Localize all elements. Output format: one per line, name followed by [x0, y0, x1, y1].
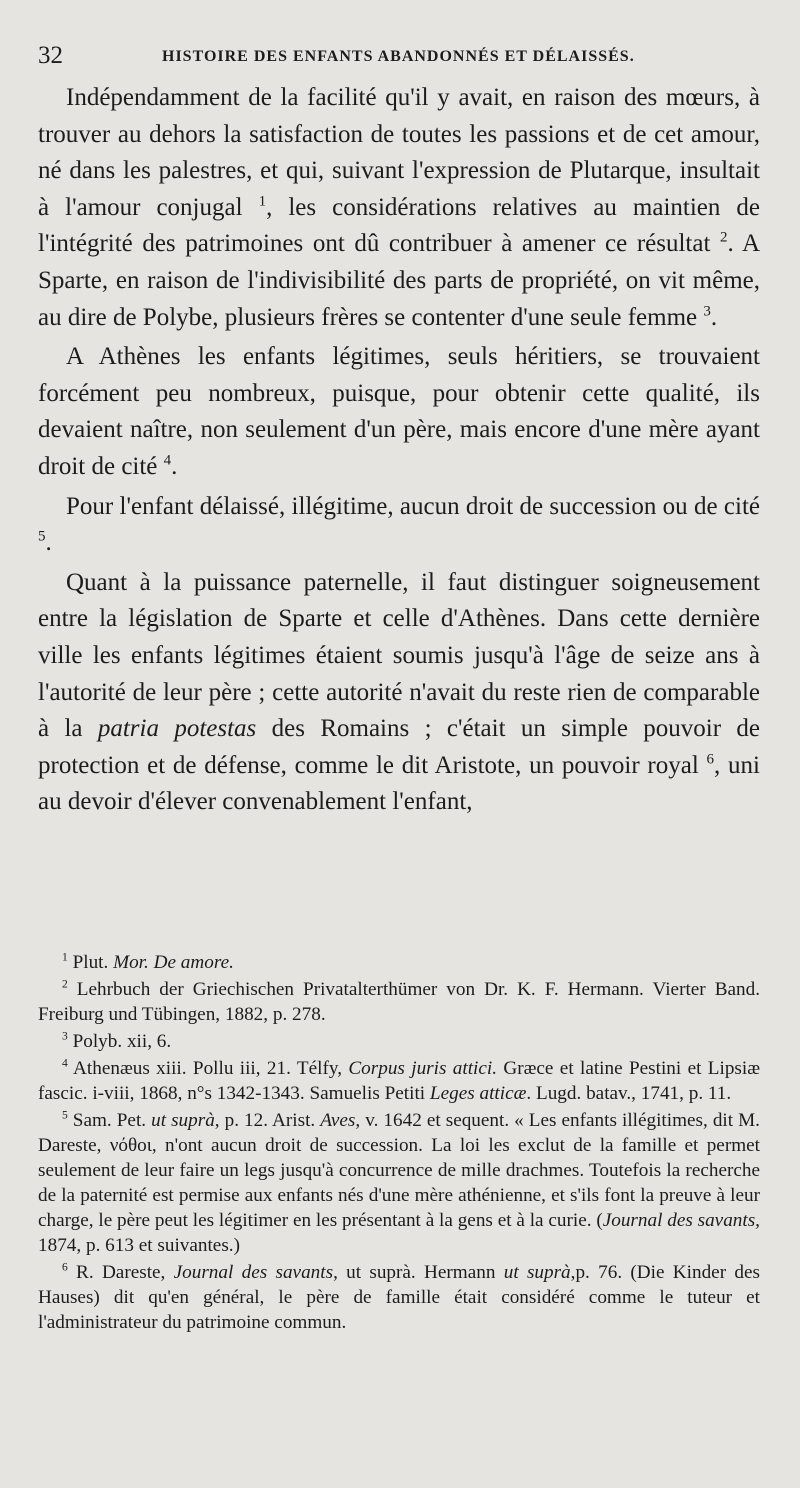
paragraph — [38, 339, 760, 485]
italic-text: Aves — [320, 1110, 356, 1131]
text-run: . — [45, 529, 52, 557]
note-ref: 6 — [706, 751, 715, 768]
text-run: Plut. — [67, 952, 114, 973]
footnote — [38, 950, 760, 975]
italic-text: Leges atticæ — [429, 1083, 527, 1104]
text-run: . Lugd. batav., 1741, p. 11. — [526, 1083, 732, 1104]
text-run: Athenæus xiii. Pollu iii, 21. Télfy, — [67, 1058, 349, 1079]
note-ref: 1 — [62, 951, 68, 964]
page-number: 32 — [38, 42, 63, 69]
note-ref: 5 — [38, 528, 46, 545]
text-run: Polyb. xii, 6. — [67, 1031, 172, 1052]
text-run: , uni au devoir d'élever convenablement l'enfant, — [38, 751, 761, 816]
text-run: A Athènes les enfants légitimes, seuls héritiers, se trouvaient forcément peu nombreux, puisque, pour obtenir cette qualité, ils devaient naître, non seulement d'un père, mais encore d'une mère ayant droit de cité — [38, 343, 760, 480]
paragraph — [38, 80, 760, 336]
note-ref: 4 — [62, 1057, 68, 1070]
paragraph — [38, 489, 760, 562]
footnote — [38, 1056, 760, 1106]
italic-text: ut suprà — [151, 1110, 215, 1131]
footnote — [38, 977, 760, 1027]
italic-text: patria potestas — [97, 715, 257, 743]
footnote — [38, 1029, 760, 1054]
italic-text: Journal des savants — [173, 1262, 334, 1283]
main-text — [38, 80, 760, 821]
italic-text: Mor. De amore. — [113, 952, 234, 973]
note-ref: 5 — [62, 1109, 68, 1122]
page-header — [38, 42, 760, 72]
note-ref: 3 — [703, 303, 711, 320]
text-run: 1874, p. 613 et suivantes.) — [38, 1235, 240, 1256]
running-title: HISTOIRE DES ENFANTS ABANDONNÉS ET DÉLAISSÉS. — [162, 48, 635, 65]
note-ref: 2 — [720, 230, 728, 247]
italic-text: Journal des savants, — [602, 1210, 760, 1231]
text-run: Quant à la puissance paternelle, il faut distinguer soigneusement entre la législation de Sparte et celle d'Athènes. Dans cette dernière ville les enfants légitimes étaient soumis jusqu'à l'âge de seize ans à l'autorité de leur père ; cette autorité n'avait du reste rien de comparable à la — [38, 568, 760, 743]
italic-text: ut suprà — [503, 1262, 571, 1283]
text-run: , v. 1642 et sequent. « Les enfants illégitimes, dit M. Dareste, νόθοι, n'ont aucun droit de succession. La loi les exclut de la famille et permet seulement de leur faire un legs jusqu'à concurrence de mille drachmes. Toutefois la recherche de la paternité est permise aux enfants nés d'une mère athénienne, et s'ils font la preuve à leur charge, le père peut les légitimer en les présentant à la gens et à la curie. ( — [38, 1110, 760, 1231]
text-run: , p. 12. Arist. — [214, 1110, 321, 1131]
text-run: , ut suprà. Hermann — [333, 1262, 504, 1283]
text-run: Græce et latine Pestini et Lipsiæ fascic. i-viii, 1868, n°s 1342-1343. Samuelis Petiti — [38, 1058, 761, 1104]
italic-text: Corpus juris attici. — [348, 1058, 498, 1079]
text-run: R. Dareste, — [67, 1262, 174, 1283]
text-run: . — [710, 303, 718, 331]
text-run: Sam. Pet. — [67, 1110, 152, 1131]
text-run: , les considérations relatives au maintien de l'intégrité des patrimoines ont dû contribuer à amener ce résultat — [38, 193, 761, 258]
note-ref: 6 — [62, 1261, 68, 1274]
text-run: . A Sparte, en raison de l'indivisibilité des parts de propriété, on vit même, au dire de Polybe, plusieurs frères se contenter d'une seule femme — [38, 230, 761, 331]
note-ref: 4 — [163, 452, 172, 469]
text-run: ,p. 76. (Die Kinder des Hauses) dit qu'en général, le père de famille était considéré comme le tuteur et l'administrateur du patrimoine commun. — [38, 1262, 760, 1333]
text-run: des Romains ; c'était un simple pouvoir de protection et de défense, comme le dit Aristote, un pouvoir royal — [38, 715, 760, 779]
note-ref: 1 — [258, 193, 267, 210]
text-run: Indépendamment de la facilité qu'il y avait, en raison des mœurs, à trouver au dehors la satisfaction de toutes les passions et de cet amour, né dans les palestres, et qui, suivant l'expression de Plutarque, insultait à l'amour conjugal — [38, 84, 760, 221]
text-run: . — [171, 452, 178, 480]
footnotes — [38, 950, 760, 1337]
footnote — [38, 1108, 760, 1258]
text-run: Pour l'enfant délaissé, illégitime, aucun droit de succession ou de cité — [66, 492, 760, 520]
paragraph — [38, 565, 760, 821]
footnote — [38, 1260, 760, 1335]
note-ref: 3 — [62, 1030, 68, 1043]
note-ref: 2 — [62, 978, 68, 991]
text-run: Lehrbuch der Griechischen Privatalterthümer von Dr. K. F. Hermann. Vierter Band. Freiburg und Tübingen, 1882, p. 278. — [38, 979, 760, 1025]
